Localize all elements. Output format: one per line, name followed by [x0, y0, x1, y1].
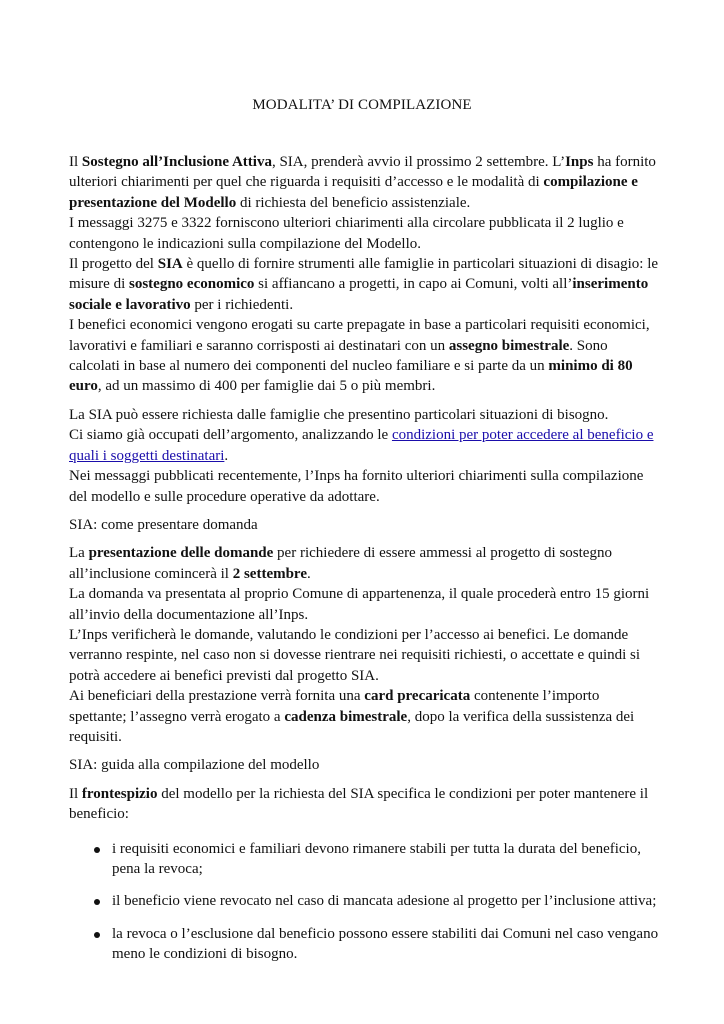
bold-text: minimo di 80 euro — [69, 358, 633, 395]
bold-text: Sostegno all’Inclusione Attiva — [81, 154, 272, 170]
list-item — [112, 891, 659, 911]
paragraph-messages: I messaggi 3275 e 3322 forniscono ulteriori chiarimenti alla circolare pubblicata il 2 luglio e contengono le indicazioni sulla compilazione del Modello. — [69, 215, 624, 252]
bold-text: compilazione e presentazione del Modello — [69, 174, 638, 211]
text-run: ha fornito ulteriori chiarimenti per quel che riguarda i requisiti d’accesso e le modalità di — [69, 154, 656, 191]
text-run: Ci siamo già occupati dell’argomento, analizzando le — [69, 427, 392, 444]
bold-text: inserimento sociale e lavorativo — [69, 276, 649, 313]
text-run: Il — [69, 154, 82, 170]
list-item — [112, 924, 659, 965]
list-item-text: i requisiti economici e familiari devono rimanere stabili per tutta la durata del beneficio, pena la revoca; — [112, 840, 641, 877]
bold-text: presentazione delle domande — [88, 545, 274, 562]
bullet-icon — [94, 847, 100, 853]
paragraph-benefits — [69, 315, 659, 397]
paragraph-comune: La domanda va presentata al proprio Comune di appartenenza, il quale procederà entro 15 giorni all’invio della documentazione all’Inps. — [69, 586, 650, 623]
text-run: per i richiedenti. — [190, 296, 294, 313]
bold-text: frontespizio — [81, 785, 158, 802]
list-item — [112, 839, 659, 880]
text-run: Il — [69, 785, 82, 802]
text-run: Ai beneficiari della prestazione verrà fornita una — [69, 688, 365, 705]
text-run: di richiesta del beneficio assistenziale. — [236, 194, 471, 211]
bold-text: Inps — [565, 154, 594, 170]
section-heading-guida: SIA: guida alla compilazione del modello — [69, 757, 320, 774]
paragraph-recent-messages: Nei messaggi pubblicati recentemente, l’Inps ha fornito ulteriori chiarimenti sulla compilazione del modello e sulle procedure operative da adottare. — [69, 468, 644, 505]
text-run: La — [69, 545, 89, 562]
list-item-text: la revoca o l’esclusione dal beneficio possono essere stabiliti dai Comuni nel caso vengano meno le condizioni di bisogno. — [112, 925, 659, 963]
list-item-text: il beneficio viene revocato nel caso di mancata adesione al progetto per l’inclusione attiva; — [112, 893, 657, 910]
bullet-icon — [94, 932, 100, 938]
conditions-link[interactable]: condizioni per poter accedere al beneficio e quali i soggetti destinatari — [69, 427, 654, 464]
text-run: Il progetto del — [69, 256, 158, 273]
conditions-list — [69, 839, 659, 965]
text-run: . — [224, 447, 229, 464]
paragraph-presentation — [69, 543, 659, 584]
text-run: . — [306, 565, 311, 582]
bullet-icon — [94, 899, 100, 905]
text-run: è quello di fornire strumenti alle famiglie in particolari situazioni di disagio: le misure di — [69, 256, 659, 293]
bold-text: cadenza bimestrale — [284, 708, 408, 725]
paragraph-project — [69, 254, 659, 315]
text-run: , ad un massimo di 400 per famiglie dai 5 o più membri. — [97, 378, 436, 395]
paragraph-request: La SIA può essere richiesta dalle famiglie che presentino particolari situazioni di bisogno. — [69, 406, 609, 423]
paragraph-intro — [69, 152, 659, 213]
bold-text: 2 settembre — [232, 565, 307, 582]
bold-text: SIA — [157, 256, 183, 273]
section-heading-domanda: SIA: come presentare domanda — [69, 516, 258, 533]
text-run: . Sono calcolati in base al numero dei componenti del nucleo familiare e si parte da un — [69, 337, 608, 375]
text-run: del modello per la richiesta del SIA specifica le condizioni per poter mantenere il beneficio: — [69, 785, 649, 823]
text-run: , SIA, prenderà avvio il prossimo 2 settembre. L’ — [271, 154, 566, 170]
text-run: per richiedere di essere ammessi al progetto di sostegno all’inclusione comincerà il — [69, 545, 612, 582]
bold-text: card precaricata — [364, 688, 471, 705]
text-run: si affiancano a progetti, in capo ai Comuni, volti all’ — [254, 276, 573, 293]
text-run: , dopo la verifica della sussistenza dei requisiti. — [69, 708, 635, 745]
bold-text: sostegno economico — [129, 276, 255, 293]
paragraph-verification: L’Inps verificherà le domande, valutando le condizioni per l’accesso ai benefici. Le domande verranno respinte, nel caso non si dovesse rientrare nei requisiti richiesti, o accettate e quindi si potrà accedere ai benefici previsti dal progetto SIA. — [69, 626, 641, 684]
bold-text: assegno bimestrale — [448, 337, 570, 354]
document-title: MODALITA’ DI COMPILAZIONE — [252, 97, 472, 113]
paragraph-card — [69, 686, 659, 747]
document-body — [69, 152, 659, 977]
paragraph-link — [69, 425, 659, 466]
paragraph-frontespizio — [69, 784, 659, 825]
text-run: contenente l’importo spettante; l’assegno verrà erogato a — [69, 688, 600, 725]
text-run: I benefici economici vengono erogati su carte prepagate in base a particolari requisiti economici, lavorativi e familiari e saranno corrisposti ai destinatari con un — [69, 317, 650, 354]
